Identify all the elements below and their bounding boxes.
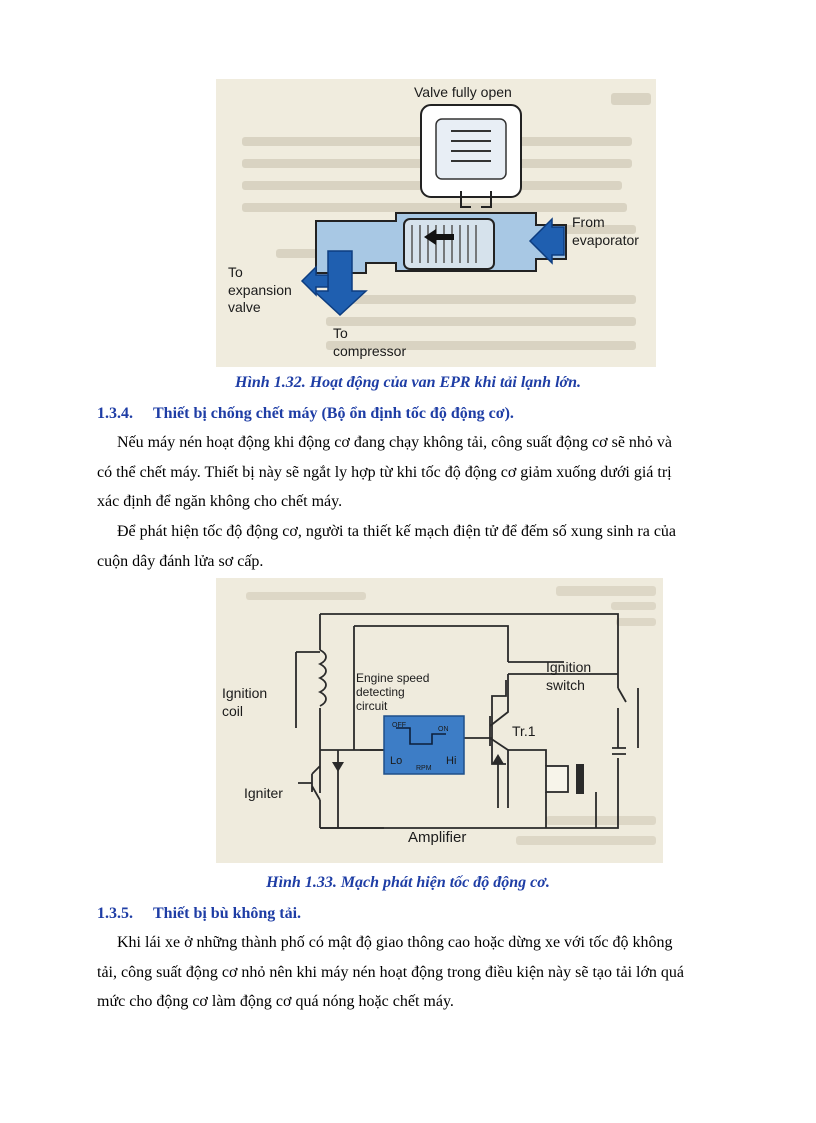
epr-valve-figure xyxy=(216,79,656,367)
label-ignition-coil-2: coil xyxy=(222,703,244,719)
text-line: Để phát hiện tốc độ động cơ, người ta thiết kế mạch điện tử để đếm số xung sinh ra của xyxy=(117,523,677,540)
label-compressor: compressor xyxy=(333,343,407,359)
epr-valve-diagram xyxy=(216,79,656,367)
text-line: Nếu máy nén hoạt động khi động cơ đang chạy không tải, công suất động cơ sẽ nhỏ và xyxy=(117,434,673,451)
label-to-expansion-1: To xyxy=(228,264,243,280)
text-line: Khi lái xe ở những thành phố có mật độ giao thông cao hoặc dừng xe với tốc độ không xyxy=(117,934,673,951)
engine-speed-circuit-figure xyxy=(216,578,663,863)
label-valve-fully-open: Valve fully open xyxy=(414,84,512,100)
paragraph-stall-prevention xyxy=(97,428,759,517)
section-heading-1-3-4 xyxy=(97,405,514,423)
text-line: tải, công suất động cơ nhỏ nên khi máy nén hoạt động trong điều kiện này sẽ tạo tải lớn quá xyxy=(97,963,685,981)
label-expansion: expansion xyxy=(228,282,292,298)
label-from: From xyxy=(572,214,605,230)
section-number: 1.3.4. xyxy=(97,405,133,422)
label-tr1: Tr.1 xyxy=(512,723,536,739)
text-line: mức cho động cơ làm động cơ quá nóng hoặc chết máy. xyxy=(97,993,454,1010)
figure-caption-1-32: Hình 1.32. Hoạt động của van EPR khi tải lạnh lớn. xyxy=(235,374,581,391)
label-detecting: detecting xyxy=(356,685,405,699)
label-hi: Hi xyxy=(446,755,457,767)
engine-speed-circuit-diagram xyxy=(216,578,663,863)
label-ignition-switch-1: Ignition xyxy=(546,659,592,675)
text-line: cuộn dây đánh lửa sơ cấp. xyxy=(97,552,264,570)
label-ignition-coil-1: Ignition xyxy=(222,685,268,701)
label-circuit: circuit xyxy=(356,699,388,713)
label-evaporator: evaporator xyxy=(572,232,639,248)
section-title: Thiết bị chống chết máy (Bộ ổn định tốc độ động cơ). xyxy=(153,405,514,422)
label-lo: Lo xyxy=(390,755,403,767)
paragraph-idle-compensation xyxy=(97,928,759,1017)
label-to-compressor-1: To xyxy=(333,325,348,341)
label-engine-speed: Engine speed xyxy=(356,671,430,685)
section-title: Thiết bị bù không tải. xyxy=(153,905,302,922)
section-heading-1-3-5 xyxy=(97,905,301,923)
text-line: xác định để ngăn không cho chết máy. xyxy=(97,493,343,510)
section-number: 1.3.5. xyxy=(97,905,133,922)
label-ignition-switch-2: switch xyxy=(546,677,585,693)
text-line: có thể chết máy. Thiết bị này sẽ ngắt ly hợp từ khi tốc độ động cơ giảm xuống dưới giá trị xyxy=(97,463,672,481)
paragraph-speed-detection xyxy=(97,517,759,576)
label-igniter: Igniter xyxy=(244,785,283,801)
label-rpm: RPM xyxy=(416,765,432,772)
label-amplifier: Amplifier xyxy=(408,829,467,846)
figure-caption-1-33: Hình 1.33. Mạch phát hiện tốc độ động cơ. xyxy=(266,874,550,891)
label-on: ON xyxy=(438,726,449,733)
label-valve: valve xyxy=(228,299,261,315)
label-off: OFF xyxy=(392,722,406,729)
